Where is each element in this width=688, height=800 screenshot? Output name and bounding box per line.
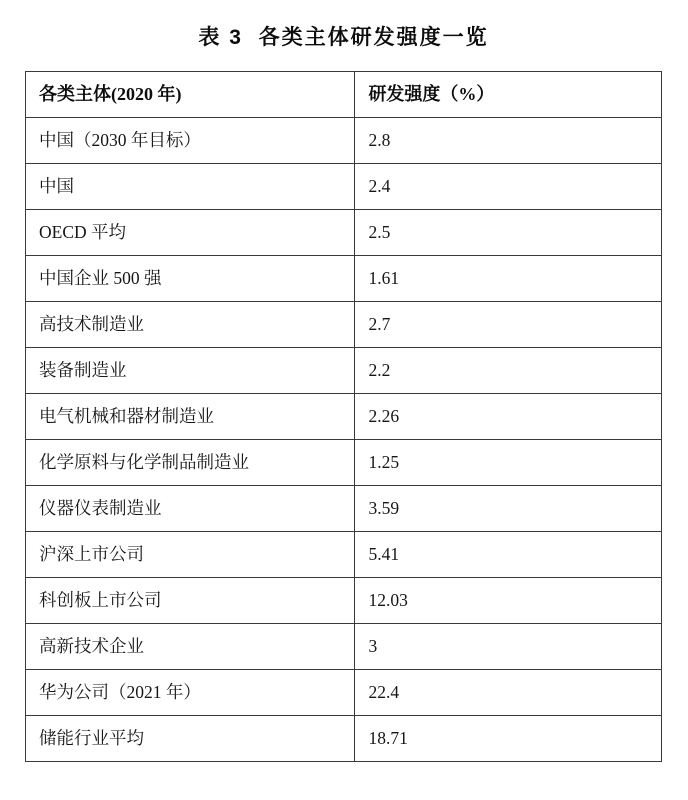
table-body — [26, 118, 662, 762]
table-row — [26, 118, 662, 164]
intensity-cell: 2.26 — [355, 394, 662, 440]
entity-cell: 化学原料与化学制品制造业 — [26, 440, 355, 486]
intensity-cell: 18.71 — [355, 716, 662, 762]
table-title: 表 3 各类主体研发强度一览 — [198, 26, 489, 49]
header-row — [26, 72, 662, 118]
table-row — [26, 440, 662, 486]
table-row — [26, 256, 662, 302]
table-row — [26, 394, 662, 440]
intensity-cell: 3 — [355, 624, 662, 670]
entity-cell: 沪深上市公司 — [26, 532, 355, 578]
table-row — [26, 578, 662, 624]
entity-cell: 中国 — [26, 164, 355, 210]
intensity-cell: 2.8 — [355, 118, 662, 164]
intensity-cell: 3.59 — [355, 486, 662, 532]
entity-cell: 华为公司（2021 年） — [26, 670, 355, 716]
intensity-cell: 2.7 — [355, 302, 662, 348]
entity-cell: 高新技术企业 — [26, 624, 355, 670]
table-row — [26, 302, 662, 348]
table-row — [26, 532, 662, 578]
table-row — [26, 486, 662, 532]
entity-cell: 仪器仪表制造业 — [26, 486, 355, 532]
intensity-cell: 5.41 — [355, 532, 662, 578]
entity-column-header: 各类主体(2020 年) — [26, 72, 355, 118]
table-row — [26, 164, 662, 210]
table-row — [26, 624, 662, 670]
intensity-cell: 2.5 — [355, 210, 662, 256]
table-row — [26, 716, 662, 762]
entity-cell: 电气机械和器材制造业 — [26, 394, 355, 440]
table-row — [26, 348, 662, 394]
intensity-cell: 2.2 — [355, 348, 662, 394]
intensity-cell: 1.61 — [355, 256, 662, 302]
intensity-cell: 2.4 — [355, 164, 662, 210]
entity-cell: 中国（2030 年目标） — [26, 118, 355, 164]
entity-cell: 高技术制造业 — [26, 302, 355, 348]
table-row — [26, 210, 662, 256]
intensity-cell: 22.4 — [355, 670, 662, 716]
intensity-column-header: 研发强度（%） — [355, 72, 662, 118]
entity-cell: 装备制造业 — [26, 348, 355, 394]
entity-cell: 科创板上市公司 — [26, 578, 355, 624]
rd-intensity-table — [25, 71, 662, 762]
entity-cell: 中国企业 500 强 — [26, 256, 355, 302]
entity-cell: OECD 平均 — [26, 210, 355, 256]
intensity-cell: 12.03 — [355, 578, 662, 624]
entity-cell: 储能行业平均 — [26, 716, 355, 762]
table-row — [26, 670, 662, 716]
intensity-cell: 1.25 — [355, 440, 662, 486]
